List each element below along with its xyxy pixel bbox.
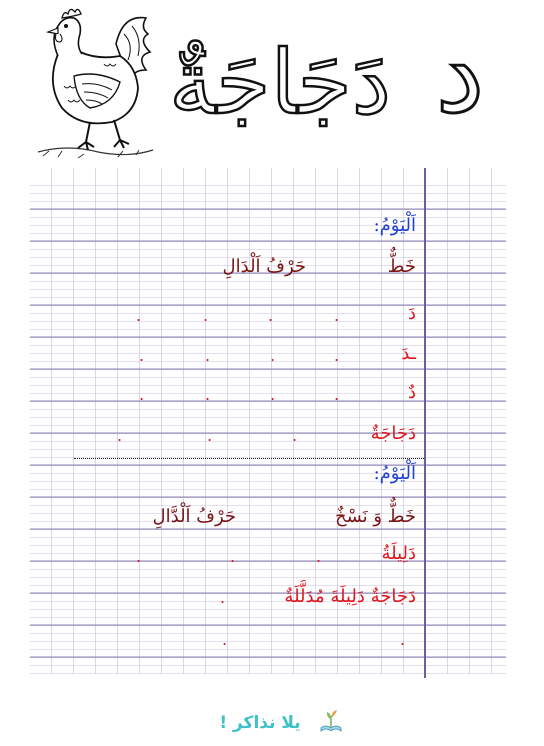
- trace-dot: .: [139, 346, 145, 365]
- trace-dot: .: [268, 306, 274, 325]
- section1-practice-label: خَطٌّ: [387, 256, 416, 277]
- section1-letter-name: حَرْفُ اَلْدَالِ: [222, 256, 306, 277]
- brand-name: يلا نذاكر !: [219, 713, 301, 733]
- section1-date-label: اَلْيَوْمُ:: [373, 215, 416, 236]
- letter-title: د: [435, 9, 485, 137]
- book-plant-icon: [318, 708, 344, 734]
- trace-dot: .: [334, 306, 340, 325]
- trace-dot: .: [207, 426, 213, 445]
- section1-row-2: ـدَ: [401, 343, 416, 364]
- trace-dot: .: [117, 426, 123, 445]
- paper-top-strip: [30, 168, 506, 178]
- trace-dot: .: [136, 306, 142, 325]
- trace-dot: .: [334, 385, 340, 404]
- section1-row-4: دَجَاجَةٌ: [370, 423, 416, 444]
- trace-dot: .: [292, 426, 298, 445]
- trace-dot: .: [270, 346, 276, 365]
- section1-row-1: دَ: [407, 303, 416, 324]
- trace-dot: .: [203, 306, 209, 325]
- section1-row-3: دٌ: [407, 382, 416, 403]
- trace-dot: .: [400, 630, 406, 649]
- trace-dot: .: [205, 385, 211, 404]
- trace-dot: .: [334, 346, 340, 365]
- margin-line: [424, 168, 426, 678]
- brand-footer: [0, 700, 544, 746]
- trace-dot: .: [139, 385, 145, 404]
- section-divider: [74, 458, 424, 459]
- word-title: دَجَاجَةٌ: [169, 31, 391, 134]
- trace-dot: .: [270, 385, 276, 404]
- trace-dot: .: [136, 547, 142, 566]
- hen-illustration: [28, 4, 158, 164]
- trace-dot: .: [220, 588, 226, 607]
- worksheet-header: [0, 0, 544, 170]
- section2-row-1: دَلِيلَةُ: [381, 543, 416, 564]
- section2-practice-label: خَطٌّ وَ نَسْخٌ: [334, 506, 416, 527]
- section2-row-2: دَجَاجَةٌ دَلِيلَةَ مُدَلَّلَةٌ: [284, 586, 416, 607]
- trace-dot: .: [222, 630, 228, 649]
- section2-letter-name: حَرْفُ اَلْدَّالِ: [152, 506, 236, 527]
- section2-date-label: اَلْيَوْمُ:: [373, 463, 416, 484]
- trace-dot: .: [205, 346, 211, 365]
- trace-dot: .: [316, 547, 322, 566]
- trace-dot: .: [230, 547, 236, 566]
- ruled-paper: [30, 178, 506, 674]
